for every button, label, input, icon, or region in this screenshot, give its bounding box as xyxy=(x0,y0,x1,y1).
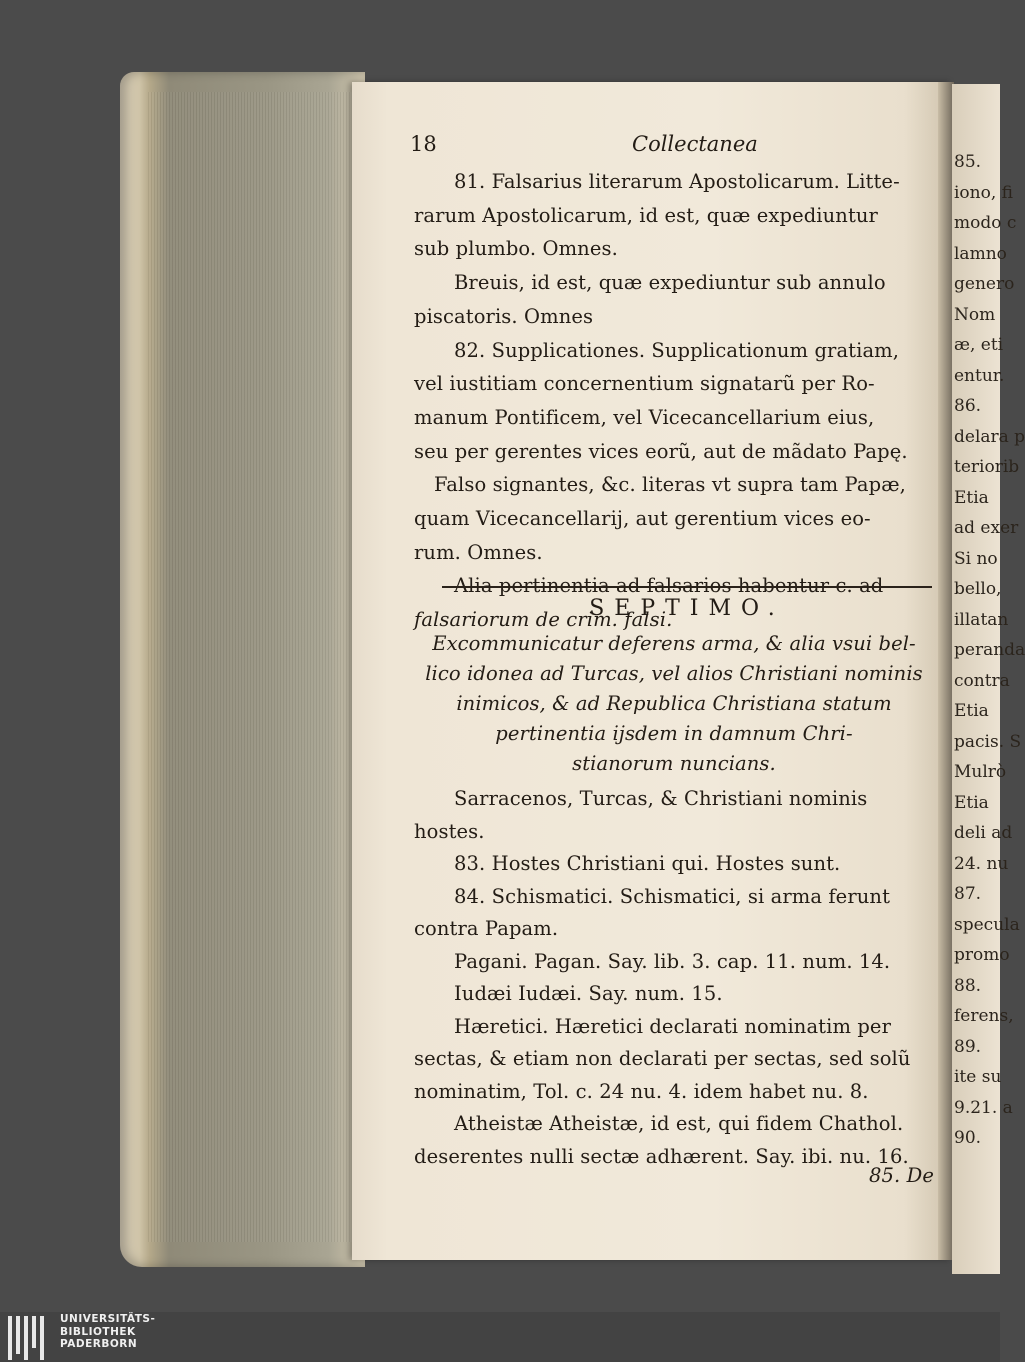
text-line: 83. Hostes Christiani qui. Hostes sunt. xyxy=(454,852,841,875)
library-name-line2: BIBLIOTHEK xyxy=(60,1325,136,1338)
catchword: 85. De xyxy=(869,1164,934,1187)
right-page-text-fragment: peranda xyxy=(954,640,1025,660)
right-page-text-fragment: illatan xyxy=(954,609,1009,630)
right-page-text-fragment: 87. xyxy=(954,884,982,904)
rubric-line: inimicos, & ad Republica Christiana statum xyxy=(456,692,892,715)
text-line: Breuis, id est, quæ expediuntur sub annulo xyxy=(454,271,886,295)
right-page-text-fragment: specula xyxy=(954,914,1020,935)
text-line: Atheistæ Atheistæ, id est, qui fidem Chathol. xyxy=(454,1112,904,1135)
rubric-line: stianorum nuncians. xyxy=(572,752,776,775)
right-page-text-fragment: 9.21. a xyxy=(954,1097,1013,1118)
page-number: 18 xyxy=(410,132,437,156)
running-head xyxy=(410,132,935,158)
book-fore-edge xyxy=(120,72,365,1267)
text-line: seu per gerentes vices eorũ, aut de mãdato Papę. xyxy=(414,439,908,463)
text-line: vel iustitiam concernentium signatarũ per Ro- xyxy=(414,372,875,396)
right-page-text-fragment: modo c xyxy=(954,213,1017,233)
right-page-text-fragment: genero xyxy=(954,274,1015,294)
right-page-text-fragment: bello, xyxy=(954,579,1002,599)
text-line: hostes. xyxy=(414,819,485,843)
text-line: Iudæi Iudæi. Say. num. 15. xyxy=(454,982,723,1005)
right-page-text-fragment: ferens, xyxy=(954,1006,1014,1026)
right-page-fragment xyxy=(952,84,1025,1274)
text-line: sectas, & etiam non declarati per sectas, sed solũ xyxy=(414,1047,911,1070)
text-line: rarum Apostolicarum, id est, quæ expediuntur xyxy=(414,203,878,227)
text-line: Hæretici. Hæretici declarati nominatim per xyxy=(454,1014,891,1038)
library-name-line1: UNIVERSITÄTS- xyxy=(60,1313,156,1325)
right-page-text-fragment: 24. nu xyxy=(954,853,1009,874)
text-line: Alia pertinentia ad falsarios habentur c. ad xyxy=(454,574,884,598)
library-name xyxy=(60,1313,155,1351)
running-title: Collectanea xyxy=(632,132,758,156)
right-page-text-fragment: 85. xyxy=(954,152,982,172)
right-page-text-fragment: 89. xyxy=(954,1036,982,1057)
text-line: piscatoris. Omnes xyxy=(414,304,594,328)
right-page-text-fragment: delara p xyxy=(954,426,1025,447)
rubric-line: lico idonea ad Turcas, vel alios Christiani nominis xyxy=(425,662,923,685)
text-line: 81. Falsarius literarum Apostolicarum. Litte- xyxy=(454,170,900,193)
text-line: Falso signantes, &c. literas vt supra tam Papæ, xyxy=(434,473,906,497)
right-page-text-fragment: lamno xyxy=(954,243,1007,264)
section-title: SEPTIMO. xyxy=(589,596,785,621)
text-line: manum Pontificem, vel Vicecancellarium eius, xyxy=(414,405,875,429)
right-page-text-fragment: entur. xyxy=(954,365,1005,386)
section-rule xyxy=(442,586,932,588)
right-page-text-fragment: Etia xyxy=(954,487,989,508)
right-page-text-fragment: deli ad xyxy=(954,823,1013,843)
right-page-text-fragment: Mulrò xyxy=(954,762,1007,782)
right-page-text-fragment: ite su xyxy=(954,1067,1002,1087)
text-line: nominatim, Tol. c. 24 nu. 4. idem habet nu. 8. xyxy=(414,1079,869,1103)
text-line: falsariorum de crim. falsi. xyxy=(414,608,673,632)
text-line: quam Vicecancellarij, aut gerentium vices eo- xyxy=(414,507,871,530)
right-page-text-fragment: contra xyxy=(954,670,1010,691)
right-page-text-fragment: pacis. S xyxy=(954,731,1022,752)
right-page-text-fragment: Etia xyxy=(954,792,989,813)
text-line: Sarracenos, Turcas, & Christiani nominis xyxy=(454,787,868,810)
right-page-text-fragment: æ, eti xyxy=(954,335,1004,355)
right-page-text-fragment: Etia xyxy=(954,701,989,721)
text-line: sub plumbo. Omnes. xyxy=(414,237,618,261)
library-name-line3: PADERBORN xyxy=(60,1338,138,1350)
text-line: rum. Omnes. xyxy=(414,540,543,564)
rubric-line: Excommunicatur deferens arma, & alia vsui bel- xyxy=(432,632,916,655)
text-line: contra Papam. xyxy=(414,917,559,940)
text-line: 84. Schismatici. Schismatici, si arma ferunt xyxy=(454,884,890,908)
text-line: 82. Supplicationes. Supplicationum gratiam, xyxy=(454,338,900,362)
right-page-text-fragment: Nom xyxy=(954,304,996,325)
rubric-line: pertinentia ijsdem in damnum Chri- xyxy=(495,722,853,745)
text-line: Pagani. Pagan. Say. lib. 3. cap. 11. num. 14. xyxy=(454,949,891,973)
right-page-text-fragment: 88. xyxy=(954,975,982,996)
right-page-text-fragment: 90. xyxy=(954,1128,982,1148)
text-line: deserentes nulli sectæ adhærent. Say. ibi. nu. 16. xyxy=(414,1144,909,1168)
right-page-text-fragment: teriorib xyxy=(954,457,1020,477)
right-page-text-fragment: promo xyxy=(954,945,1010,965)
right-page-text-fragment: iono, fi xyxy=(954,182,1014,203)
right-page-text-fragment: ad exer xyxy=(954,518,1019,538)
right-page-text-fragment: Si no xyxy=(954,548,998,569)
right-page-text-fragment: 86. xyxy=(954,396,982,416)
library-logo-icon xyxy=(8,1316,52,1360)
